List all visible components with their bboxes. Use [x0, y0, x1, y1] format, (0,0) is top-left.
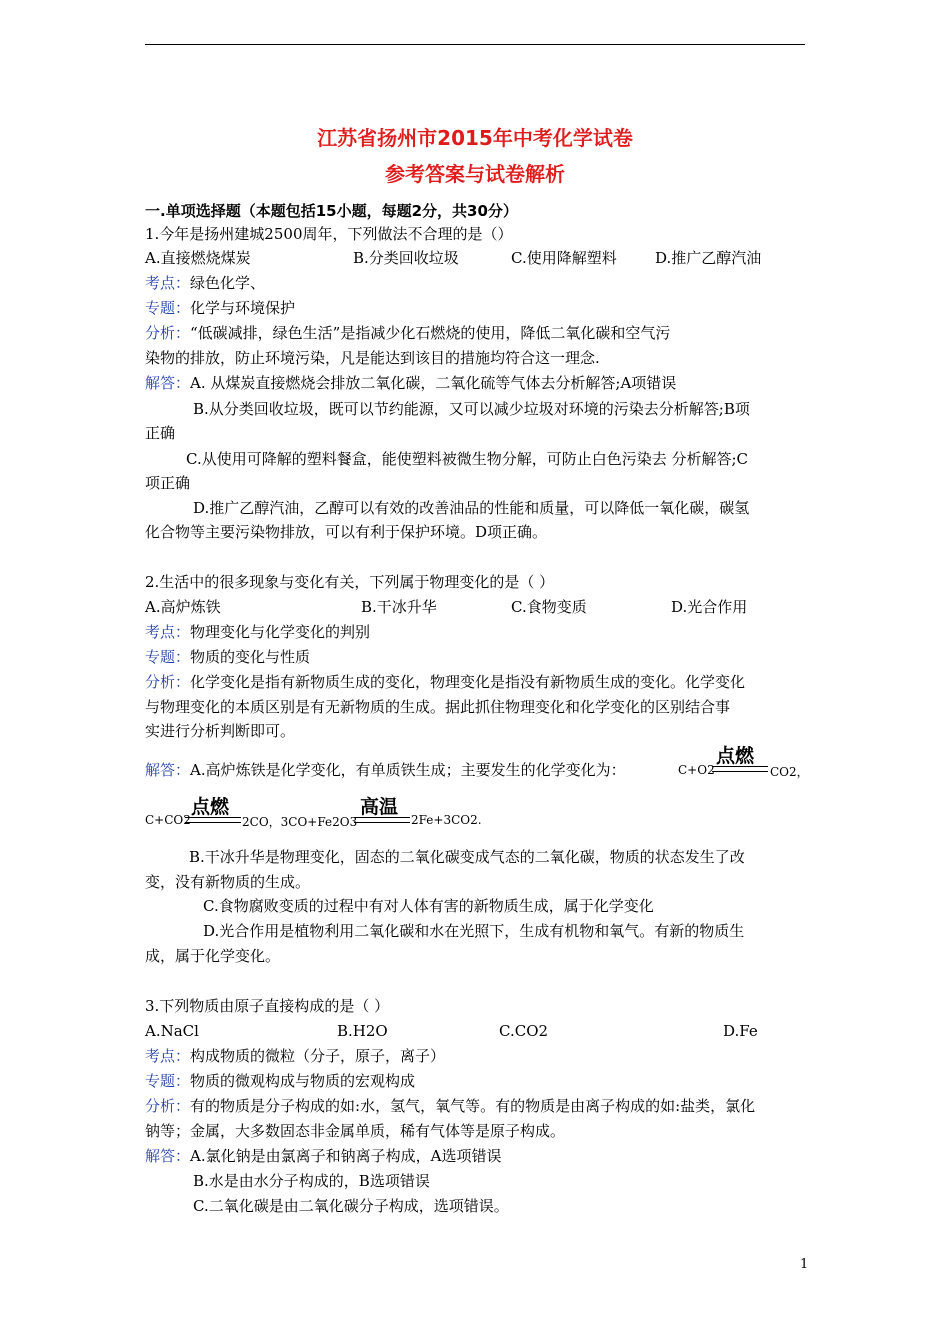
q3-option-b: B.H2O — [337, 1022, 388, 1040]
q1-stem: 1.今年是扬州建城2500周年，下列做法不合理的是（） — [145, 225, 513, 243]
q2-option-a: A.高炉炼铁 — [145, 598, 221, 616]
page-number: 1 — [800, 1257, 809, 1272]
q2-kaodian — [145, 621, 810, 643]
q1-zhuanti — [145, 297, 810, 319]
label-fenxi: 分析： — [145, 324, 191, 342]
q2-jieda-a: A.高炉炼铁是化学变化，有单质铁生成；主要发生的化学变化为： — [190, 761, 626, 779]
eq2-mid: 2CO，3CO+Fe2O3 — [242, 815, 358, 829]
q1-option-a: A.直接燃烧煤炭 — [145, 249, 251, 267]
q3-zhuanti-text: 物质的微观构成与物质的宏观构成 — [190, 1072, 416, 1090]
document-subtitle: 参考答案与试卷解析 — [385, 162, 565, 186]
eq2-condition: 点燃 — [191, 796, 230, 818]
q2-jieda-c: C.食物腐败变质的过程中有对人体有害的新物质生成，属于化学变化 — [203, 897, 654, 915]
q2-jieda-d-cont: 成，属于化学变化。 — [145, 947, 281, 965]
q2-zhuanti-text: 物质的变化与性质 — [190, 648, 311, 666]
q2-kaodian-text: 物理变化与化学变化的判别 — [190, 623, 371, 641]
q1-zhuanti-text: 化学与环境保护 — [190, 299, 296, 317]
q2-fenxi-cont2: 实进行分析判断即可。 — [145, 722, 296, 740]
q1-kaodian — [145, 272, 810, 294]
q3-option-c: C.CO2 — [499, 1022, 549, 1040]
q3-fenxi — [145, 1095, 810, 1117]
label-fenxi: 分析： — [145, 673, 191, 691]
label-jieda: 解答： — [145, 374, 191, 392]
label-jieda: 解答： — [145, 1147, 191, 1165]
q1-fenxi-cont: 染物的排放，防止环境污染，凡是能达到该目的措施均符合这一理念. — [145, 349, 600, 367]
q1-option-b: B.分类回收垃圾 — [353, 249, 459, 267]
q2-stem: 2.生活中的很多现象与变化有关，下列属于物理变化的是（ ） — [145, 573, 555, 591]
label-zhuanti: 专题： — [145, 1072, 191, 1090]
q3-fenxi-cont: 钠等；金属，大多数固态非金属单质，稀有气体等是原子构成。 — [145, 1122, 566, 1140]
document-title: 江苏省扬州市2015年中考化学试卷 — [317, 126, 633, 150]
q1-jieda-c: C.从使用可降解的塑料餐盒，能使塑料被微生物分解，可防止白色污染去 分析解答;C — [186, 450, 749, 468]
eq3-sign — [354, 817, 410, 823]
q1-jieda-b: B.从分类回收垃圾，既可以节约能源，又可以减少垃圾对环境的污染去分析解答;B项 — [193, 400, 750, 418]
eq1-sign — [712, 766, 768, 772]
q3-jieda-c: C.二氧化碳是由二氧化碳分子构成，选项错误。 — [193, 1197, 509, 1215]
q3-option-a: A.NaCl — [145, 1022, 199, 1040]
q2-fenxi-text: 化学变化是指有新物质生成的变化，物理变化是指没有新物质生成的变化。化学变化 — [190, 673, 746, 691]
q1-jieda-c-cont: 项正确 — [145, 474, 191, 492]
q1-jieda-a: A. 从煤炭直接燃烧会排放二氧化碳，二氧化硫等气体去分析解答;A项错误 — [190, 374, 677, 392]
q1-jieda — [145, 372, 810, 394]
label-kaodian: 考点： — [145, 623, 191, 641]
q2-option-b: B.干冰升华 — [361, 598, 437, 616]
label-zhuanti: 专题： — [145, 648, 191, 666]
q3-zhuanti — [145, 1070, 810, 1092]
q1-jieda-d-cont: 化合物等主要污染物排放，可以有利于保护环境。D项正确。 — [145, 523, 548, 541]
q2-fenxi-cont1: 与物理变化的本质区别是有无新物质的生成。据此抓住物理变化和化学变化的区别结合事 — [145, 698, 731, 716]
q3-jieda — [145, 1145, 810, 1167]
eq1-right: CO2， — [770, 765, 809, 779]
eq3-condition: 高温 — [360, 796, 399, 818]
label-kaodian: 考点： — [145, 274, 191, 292]
eq1-condition: 点燃 — [716, 745, 755, 767]
q1-fenxi-text: “低碳减排，绿色生活”是指减少化石燃烧的使用，降低二氧化碳和空气污 — [190, 324, 671, 342]
q1-jieda-b-cont: 正确 — [145, 424, 176, 442]
label-zhuanti: 专题： — [145, 299, 191, 317]
eq2-left: C+CO2 — [145, 813, 191, 827]
q2-zhuanti — [145, 646, 810, 668]
q3-jieda-b: B.水是由水分子构成的，B选项错误 — [193, 1172, 430, 1190]
label-kaodian: 考点： — [145, 1047, 191, 1065]
eq2-sign — [185, 817, 241, 823]
q2-jieda-b-cont: 变，没有新物质的生成。 — [145, 873, 311, 891]
q1-option-d: D.推广乙醇汽油 — [655, 249, 762, 267]
q2-option-c: C.食物变质 — [511, 598, 587, 616]
q3-stem: 3.下列物质由原子直接构成的是（ ） — [145, 997, 390, 1015]
q3-jieda-a: A.氯化钠是由氯离子和钠离子构成，A选项错误 — [190, 1147, 502, 1165]
eq1-left: C+O2 — [678, 763, 715, 777]
q2-fenxi — [145, 671, 810, 693]
q2-jieda-d: D.光合作用是植物利用二氧化碳和水在光照下，生成有机物和氧气。有新的物质生 — [203, 922, 745, 940]
eq3-right: 2Fe+3CO2. — [411, 813, 482, 827]
header-rule — [145, 44, 805, 45]
section-heading: 一.单项选择题（本题包括15小题，每题2分，共30分） — [145, 202, 518, 220]
q3-fenxi-text: 有的物质是分子构成的如:水，氢气，氧气等。有的物质是由离子构成的如:盐类，氯化 — [190, 1097, 756, 1115]
label-fenxi: 分析： — [145, 1097, 191, 1115]
q1-jieda-d: D.推广乙醇汽油，乙醇可以有效的改善油品的性能和质量，可以降低一氧化碳，碳氢 — [193, 499, 750, 517]
q3-kaodian — [145, 1045, 810, 1067]
q1-fenxi — [145, 322, 810, 344]
label-jieda: 解答： — [145, 761, 191, 779]
q1-kaodian-text: 绿色化学、 — [190, 274, 266, 292]
q2-jieda-b: B.干冰升华是物理变化，固态的二氧化碳变成气态的二氧化碳，物质的状态发生了改 — [189, 848, 745, 866]
q2-option-d: D.光合作用 — [671, 598, 748, 616]
q3-option-d: D.Fe — [723, 1022, 758, 1040]
q3-kaodian-text: 构成物质的微粒（分子，原子，离子） — [190, 1047, 446, 1065]
q1-option-c: C.使用降解塑料 — [511, 249, 617, 267]
